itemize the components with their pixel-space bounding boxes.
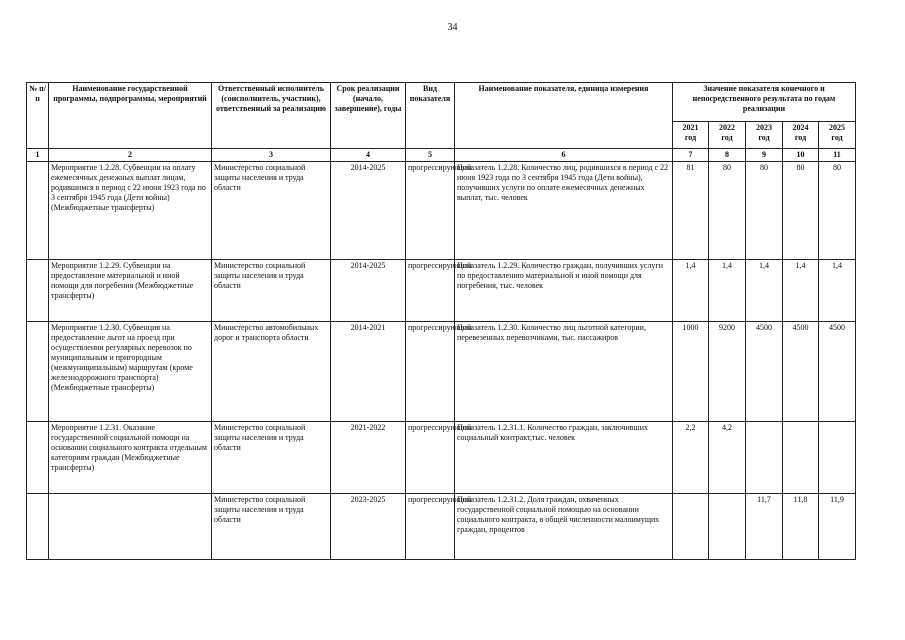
row-value-2025: 4500 [819, 322, 856, 422]
column-number: 3 [212, 149, 331, 162]
table-row [27, 260, 856, 322]
row-executor: Министерство автомобильных дорог и транспорта области [212, 322, 331, 422]
row-num [27, 494, 49, 560]
row-num [27, 422, 49, 494]
year-label: 2025 [829, 123, 846, 132]
header-num: № п/п [27, 83, 49, 149]
row-num [27, 162, 49, 260]
header-type: Вид показателя [406, 83, 455, 149]
row-value-2023: 11,7 [746, 494, 783, 560]
year-label: 2021 [682, 123, 699, 132]
row-measure-name: Мероприятие 1.2.30. Субвенция на предоставление льгот на проезд при осуществлении регулярных перевозок по муниципальным и пригородным (межмуниципальным) маршрутам (кроме железнодорожного транспорта) (Межбюджетные трансферты) [49, 322, 212, 422]
row-measure-name: Мероприятие 1.2.31. Оказание государственной социальной помощи на основании социального контракта отдельным категориям граждан (Межбюджетные трансферты) [49, 422, 212, 494]
row-term: 2023-2025 [331, 494, 406, 560]
header-name: Наименование государственной программы, подпрограммы, мероприятий [49, 83, 212, 149]
row-value-2024: 4500 [783, 322, 819, 422]
column-number: 2 [49, 149, 212, 162]
row-executor: Министерство социальной защиты населения и труда области [212, 260, 331, 322]
page-number: 34 [447, 22, 458, 33]
row-executor: Министерство социальной защиты населения и труда области [212, 422, 331, 494]
row-term: 2014-2025 [331, 162, 406, 260]
row-type: прогрессирующий [406, 322, 455, 422]
year-unit: год [721, 133, 733, 142]
row-term: 2021-2022 [331, 422, 406, 494]
row-value-2021: 1000 [673, 322, 709, 422]
row-type: прогрессирующий [406, 422, 455, 494]
column-number: 5 [406, 149, 455, 162]
year-unit: год [794, 133, 807, 142]
row-indicator: Показатель 1.2.29. Количество граждан, получивших услуги по предоставлению материальной и иной помощи для погребения, тыс. человек [455, 260, 673, 322]
row-term: 2014-2025 [331, 260, 406, 322]
table-row [27, 162, 856, 260]
table-row [27, 494, 856, 560]
row-indicator: Показатель 1.2.30. Количество лиц льготной категории, перевезенных перевозчиками, тыс. пассажиров [455, 322, 673, 422]
row-value-2023: 4500 [746, 322, 783, 422]
header-year-2025 [819, 122, 856, 149]
row-type: прогрессирующий [406, 162, 455, 260]
row-value-2022: 4,2 [709, 422, 746, 494]
row-value-2021: 2,2 [673, 422, 709, 494]
row-value-2022 [709, 494, 746, 560]
row-type: прогрессирующий [406, 260, 455, 322]
row-value-2021: 1,4 [673, 260, 709, 322]
row-measure-name [49, 494, 212, 560]
row-value-2025: 1,4 [819, 260, 856, 322]
row-value-2023: 1,4 [746, 260, 783, 322]
row-value-2025: 11,9 [819, 494, 856, 560]
header-term: Срок реализации (начало, завершение), годы [331, 83, 406, 149]
header-year-2021 [673, 122, 709, 149]
row-term: 2014-2021 [331, 322, 406, 422]
column-number: 6 [455, 149, 673, 162]
row-value-2021: 81 [673, 162, 709, 260]
row-value-2022: 1,4 [709, 260, 746, 322]
row-value-2021 [673, 494, 709, 560]
header-year-2024 [783, 122, 819, 149]
row-value-2022: 80 [709, 162, 746, 260]
column-number: 10 [783, 149, 819, 162]
row-executor: Министерство социальной защиты населения и труда области [212, 162, 331, 260]
row-value-2023 [746, 422, 783, 494]
header-indicator: Наименование показателя, единица измерения [455, 83, 673, 149]
row-value-2023: 80 [746, 162, 783, 260]
row-value-2025: 80 [819, 162, 856, 260]
row-value-2024 [783, 422, 819, 494]
year-unit: год [758, 133, 770, 142]
row-executor: Министерство социальной защиты населения и труда области [212, 494, 331, 560]
header-year-2022 [709, 122, 746, 149]
column-number-row [27, 149, 856, 162]
row-value-2024: 1,4 [783, 260, 819, 322]
row-value-2024: 11,8 [783, 494, 819, 560]
indicators-table [26, 82, 856, 560]
row-num [27, 322, 49, 422]
header-executor: Ответственный исполнитель (соисполнитель, участник), ответственный за реализацию [212, 83, 331, 149]
year-unit: год [684, 133, 697, 142]
table-row [27, 422, 856, 494]
row-measure-name: Мероприятие 1.2.28. Субвенции на оплату ежемесячных денежных выплат лицам, родившимся в период с 22 июня 1923 года по 3 сентября 1945 года (Дети войны) (Межбюджетные трансферты) [49, 162, 212, 260]
header-values: Значение показателя конечного и непосредственного результата по годам реализации [673, 83, 856, 122]
row-type: прогрессирующий [406, 494, 455, 560]
header-year-2023 [746, 122, 783, 149]
row-measure-name: Мероприятие 1.2.29. Субвенции на предоставление материальной и иной помощи для погребения (Межбюджетные трансферты) [49, 260, 212, 322]
year-label: 2024 [792, 123, 809, 132]
year-unit: год [831, 133, 843, 142]
column-number: 8 [709, 149, 746, 162]
column-number: 9 [746, 149, 783, 162]
row-value-2025 [819, 422, 856, 494]
column-number: 7 [673, 149, 709, 162]
row-value-2024: 80 [783, 162, 819, 260]
row-indicator: Показатель 1.2.31.1. Количество граждан, заключивших социальный контракт,тыс. человек [455, 422, 673, 494]
row-num [27, 260, 49, 322]
column-number: 11 [819, 149, 856, 162]
year-label: 2023 [756, 123, 772, 132]
table-row [27, 322, 856, 422]
row-indicator: Показатель 1.2.31.2. Доля граждан, охваченных государственной социальной помощью на основании социального контракта, в общей численности малоимущих граждан, процентов [455, 494, 673, 560]
row-value-2022: 9200 [709, 322, 746, 422]
column-number: 4 [331, 149, 406, 162]
year-label: 2022 [719, 123, 735, 132]
column-number: 1 [27, 149, 49, 162]
row-indicator: Показатель 1.2.28. Количество лиц, родившихся в период с 22 июня 1923 года по 3 сентября 1945 года (Дети войны), получивших услуги по оплате ежемесячных денежных выплат, тыс. человек [455, 162, 673, 260]
